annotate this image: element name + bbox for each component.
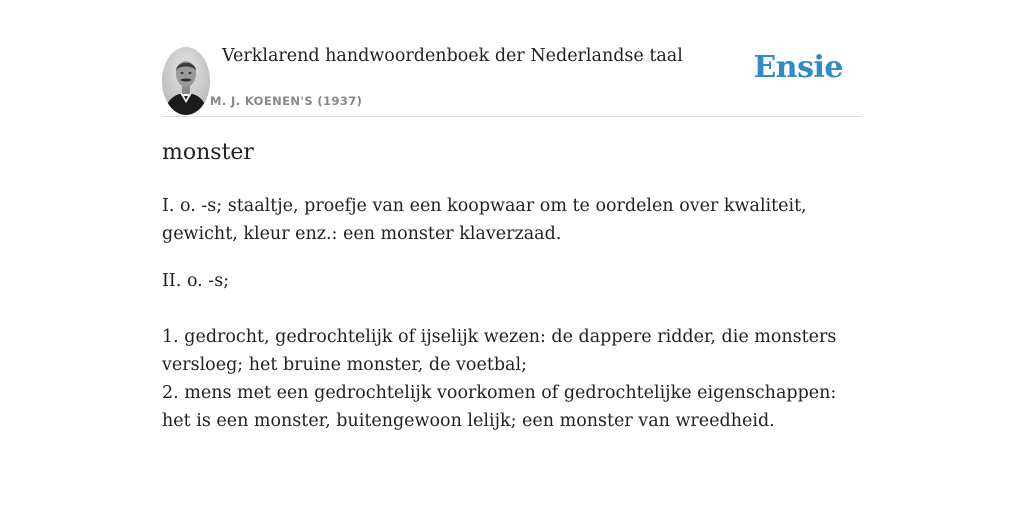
subsense-2: 2. mens met een gedrochtelijk voorkomen of gedrochtelijke eigenschappen: het is een monster, buitengewoon lelijk; een monster van wreedheid. (162, 383, 837, 431)
page (162, 0, 862, 512)
ensie-logo-link[interactable]: Ensie (753, 50, 843, 85)
page-header (162, 40, 862, 117)
sense-1: I. o. -s; staaltje, proefje van een koopwaar om te oordelen over kwaliteit, gewicht, kleur enz.: een monster klaverzaad. (162, 196, 807, 244)
dictionary-title: Verklarend handwoordenboek der Nederlandse taal (222, 46, 683, 66)
author-portrait-icon (162, 47, 210, 115)
subsense-1: 1. gedrocht, gedrochtelijk of ijselijk wezen: de dappere ridder, die monsters versloeg; het bruine monster, de voetbal; (162, 327, 837, 375)
entry-definition (162, 192, 862, 435)
sense-2: II. o. -s; (162, 271, 230, 291)
entry-headword: monster (162, 140, 254, 165)
dictionary-author: M. J. KOENEN'S (1937) (210, 94, 363, 108)
